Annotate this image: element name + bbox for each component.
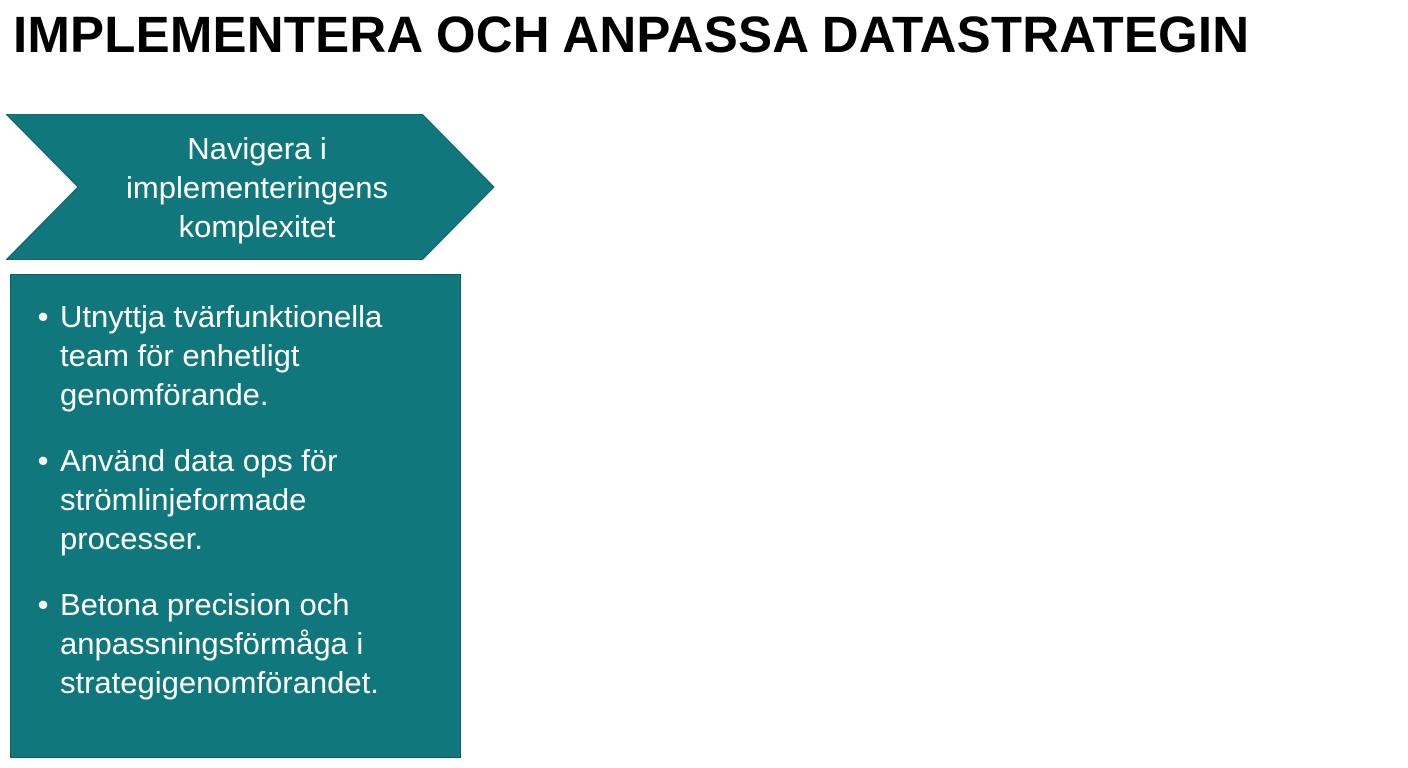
slide-title: IMPLEMENTERA OCH ANPASSA DATASTRATEGIN	[13, 6, 1250, 63]
bullet-marker: •	[37, 443, 49, 478]
bullet-panel	[10, 274, 461, 758]
bullet-text: Använd data ops för strömlinjeformade processer.	[60, 443, 338, 556]
bullet-list	[11, 275, 460, 702]
bullet-marker: •	[37, 299, 49, 334]
chevron-label: Navigera i implementeringens komplexitet	[126, 130, 388, 244]
chevron-header	[6, 114, 496, 260]
bullet-text: Betona precision och anpassningsförmåga i strategigenomförandet.	[60, 587, 379, 700]
bullet-marker: •	[37, 587, 49, 622]
bullet-item	[33, 441, 442, 558]
bullet-item	[33, 297, 442, 414]
bullet-item	[33, 585, 442, 702]
bullet-text: Utnyttja tvärfunktionella team för enhetligt genomförande.	[60, 299, 383, 412]
